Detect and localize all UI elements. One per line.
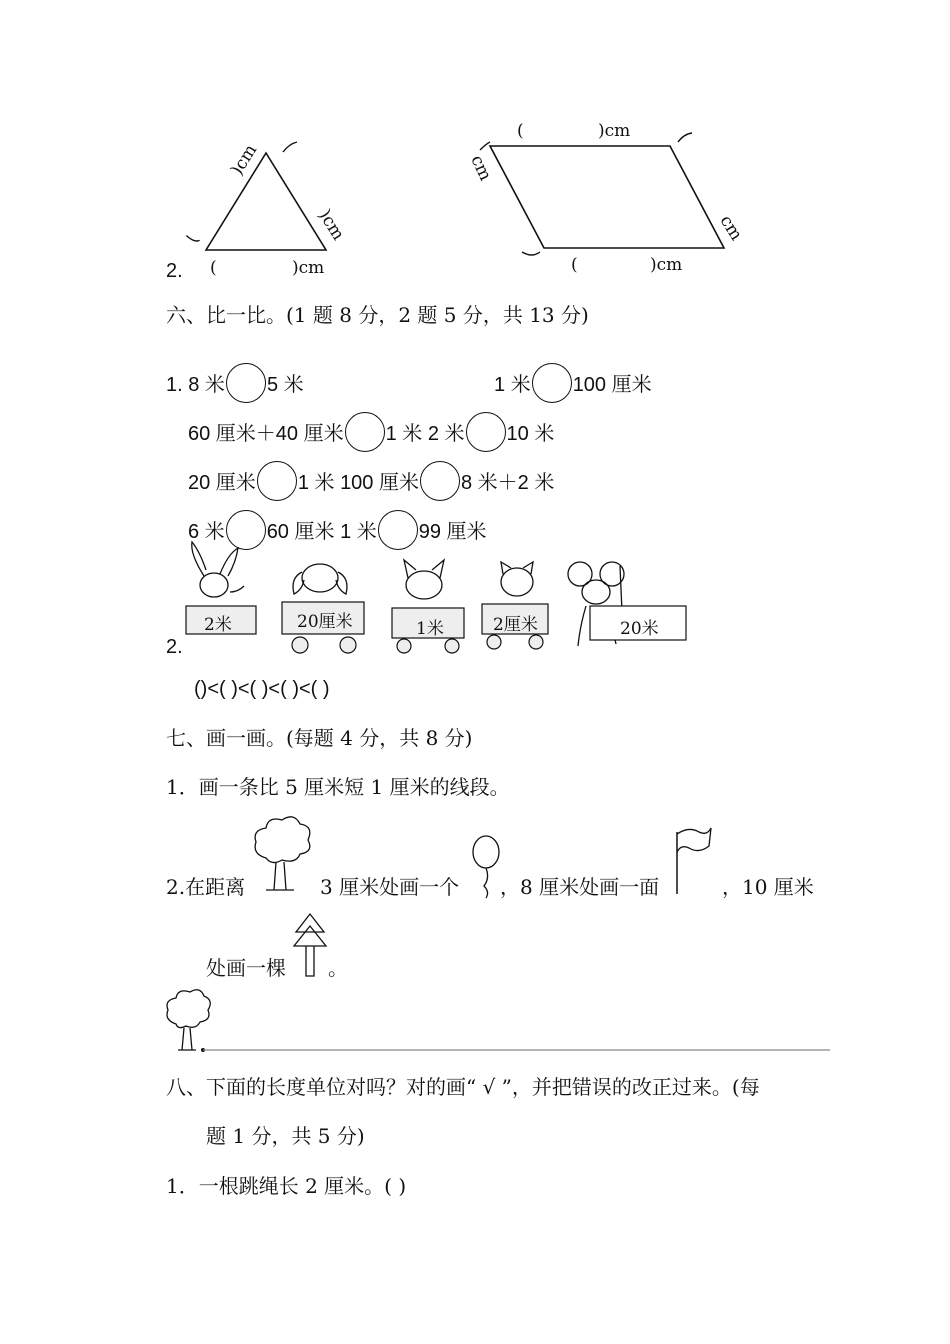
animal-sign: 20米 — [620, 619, 659, 639]
compare-right: 99 厘米 — [418, 521, 487, 543]
section-8-title-continued: 题 1 分，共 5 分) — [206, 1124, 365, 1148]
balloon-icon — [473, 836, 499, 898]
compare-left: 1 米 — [494, 374, 531, 396]
parallelogram-bottom-close: )cm — [650, 255, 683, 275]
compare-left: 2 米 — [427, 423, 465, 445]
compare-right: 1 米 — [385, 423, 423, 445]
parallelogram-left-label: cm — [466, 152, 496, 184]
flag-icon — [677, 828, 711, 894]
triangle-right-label: )cm — [314, 206, 349, 244]
section-6-title: 六、比一比。(1 题 8 分，2 题 5 分，共 13 分) — [166, 303, 589, 327]
section-8-title: 八、下面的长度单位对吗？对的画“ √ ”，并把错误的改正过来。(每 — [166, 1075, 760, 1099]
order-answer-line[interactable]: ()<( )<( )<( )<( ) — [194, 678, 330, 700]
compare-left: 6 米 — [188, 521, 225, 543]
tree-icon — [255, 817, 310, 890]
question-number: 1. — [166, 374, 183, 396]
draw-q2-part-c: ，8 厘米处画一面 — [500, 875, 660, 899]
compare-right: 60 厘米 — [266, 521, 335, 543]
draw-q2-part-a: 2.在距离 — [166, 875, 246, 899]
triangle-left-label: )cm — [227, 141, 262, 179]
pine-tree-icon — [294, 914, 326, 976]
draw-q2-part-d: ，10 厘米 — [722, 875, 814, 899]
draw-q2-part-f: 。 — [328, 956, 348, 980]
compare-right: 10 米 — [506, 423, 555, 445]
animal-sign: 2米 — [204, 615, 232, 635]
draw-q2-part-e: 处画一棵 — [206, 956, 286, 980]
question-number: 2. — [166, 260, 183, 282]
compare-left: 20 厘米 — [188, 472, 256, 494]
compare-left: 1 米 — [340, 521, 377, 543]
section-7-title: 七、画一画。(每题 4 分，共 8 分) — [166, 726, 473, 750]
parallelogram-top-open: ( — [517, 121, 524, 141]
animal-sign: 20厘米 — [297, 612, 353, 632]
parallelogram-right-label: cm — [715, 211, 747, 245]
compare-right: 5 米 — [266, 374, 304, 396]
parallelogram-top-close: )cm — [598, 121, 631, 141]
compare-right: 8 米＋2 米 — [461, 472, 555, 494]
parallelogram-bottom-open: ( — [571, 255, 578, 275]
small-tree-icon — [167, 990, 210, 1050]
compare-right: 1 米 — [297, 472, 335, 494]
animal-sign: 2厘米 — [493, 615, 538, 635]
triangle-bottom-close: )cm — [292, 258, 325, 278]
animal-sign: 1米 — [416, 619, 444, 639]
ruler-line — [201, 1048, 830, 1052]
compare-left: 8 米 — [188, 374, 225, 396]
compare-left: 60 厘米＋40 厘米 — [188, 423, 344, 445]
compare-right: 100 厘米 — [572, 374, 652, 396]
triangle-bottom-open: ( — [210, 258, 217, 278]
judge-question-1: 1．一根跳绳长 2 厘米。( ) — [166, 1174, 407, 1198]
compare-left: 100 厘米 — [340, 472, 419, 494]
draw-q2-part-b: 3 厘米处画一个 — [320, 875, 460, 899]
draw-question-1: 1．画一条比 5 厘米短 1 厘米的线段。 — [166, 775, 510, 799]
question-number: 2. — [166, 636, 183, 658]
